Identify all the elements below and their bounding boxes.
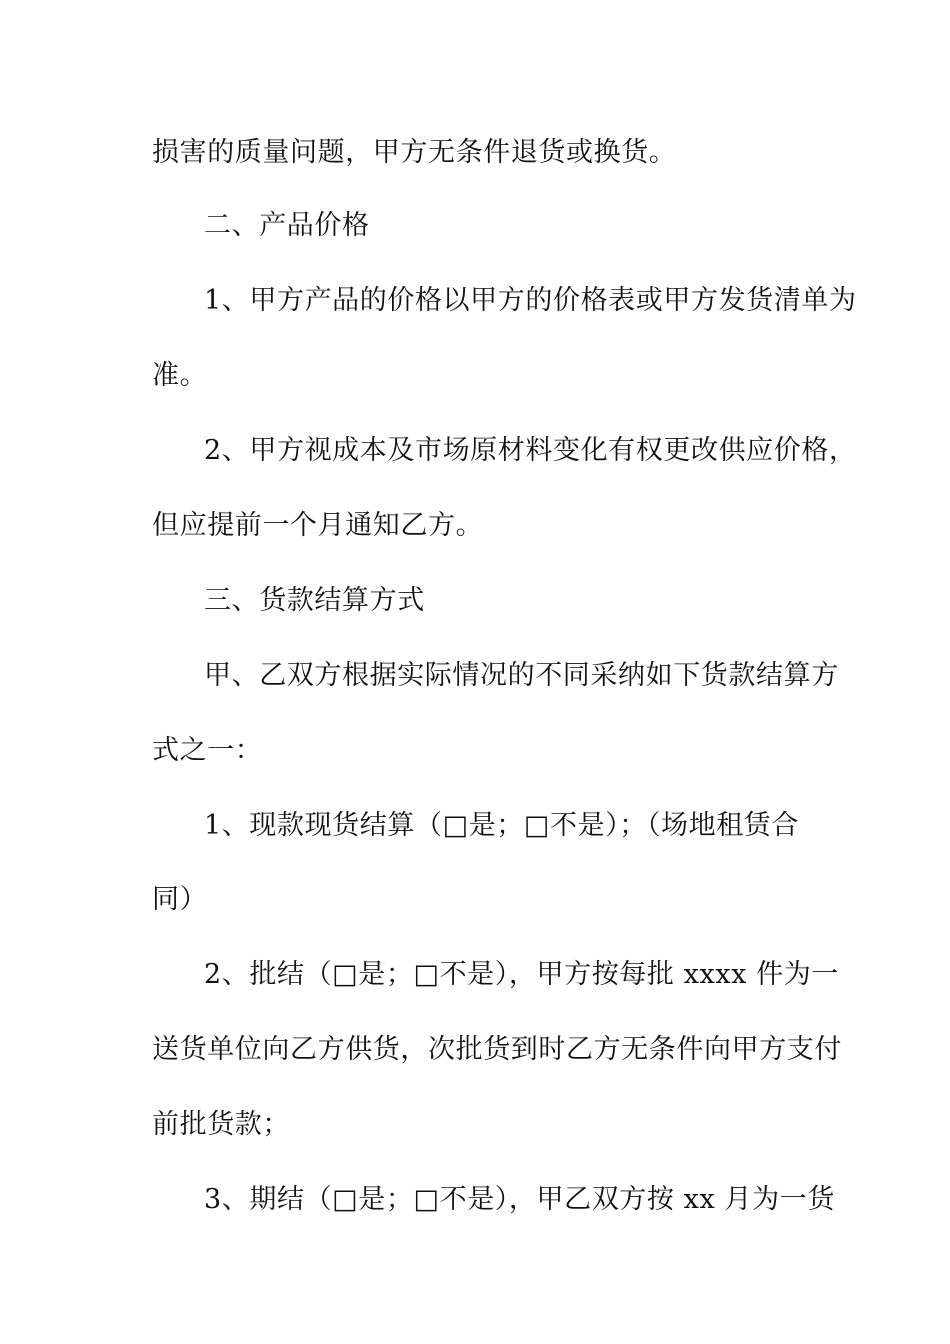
text-line: 3、期结（□是；□不是），甲乙双方按 xx 月为一货	[204, 1184, 835, 1215]
text-line: 前批货款；	[152, 1109, 290, 1140]
text-line: 同）	[152, 884, 208, 915]
section-heading-settlement: 三、货款结算方式	[204, 585, 425, 616]
text-line: 准。	[152, 360, 208, 391]
text-line: 甲、乙双方根据实际情况的不同采纳如下货款结算方	[204, 660, 839, 691]
text-line: 2、甲方视成本及市场原材料变化有权更改供应价格，	[204, 435, 857, 466]
text-line: 但应提前一个月通知乙方。	[152, 510, 484, 541]
text-line: 式之一：	[152, 735, 263, 766]
text-line: 1、甲方产品的价格以甲方的价格表或甲方发货清单为	[204, 285, 857, 316]
text-line: 送货单位向乙方供货，次批货到时乙方无条件向甲方支付	[152, 1034, 842, 1065]
section-heading-price: 二、产品价格	[204, 210, 370, 241]
text-line: 1、现款现货结算（□是；□不是）；（场地租赁合	[204, 810, 799, 841]
text-line: 损害的质量问题，甲方无条件退货或换货。	[152, 137, 677, 168]
text-line: 2、批结（□是；□不是），甲方按每批 xxxx 件为一	[204, 959, 839, 990]
